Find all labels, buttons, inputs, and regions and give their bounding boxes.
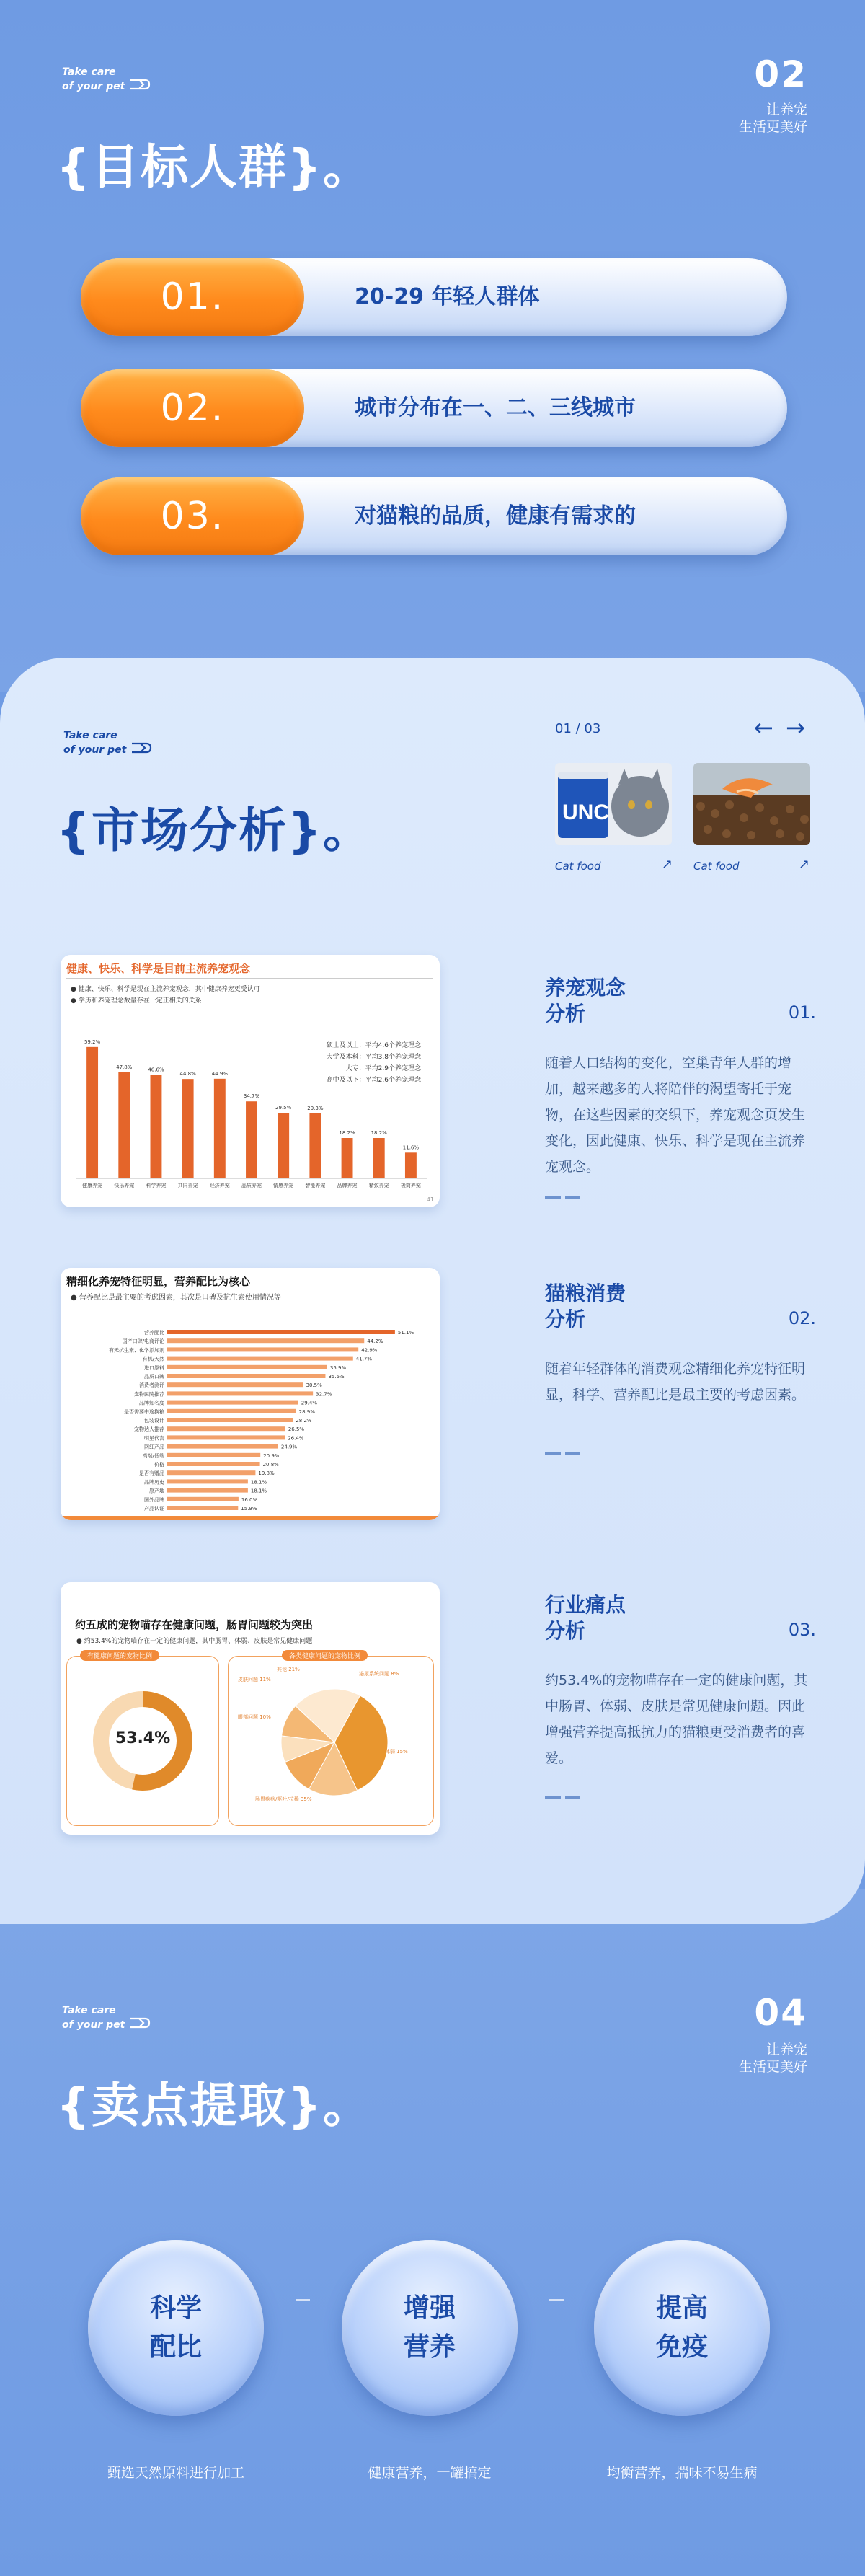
y-tick-label: 消费者测评 — [139, 1382, 164, 1389]
bar-value-label: 15.9% — [241, 1506, 257, 1512]
brand-line2-row — [63, 741, 152, 756]
selling-point-1 — [88, 2240, 264, 2416]
chart-card-health-issues — [61, 1582, 440, 1835]
slogan-line1: 让养宠 — [766, 2042, 807, 2057]
bar — [214, 1079, 226, 1178]
slogan-line2: 生活更美好 — [738, 2059, 807, 2075]
section-title-selling-points: {卖点提取}。 — [56, 2078, 372, 2133]
chart-card-pet-concepts — [61, 955, 440, 1207]
card-title: 健康、快乐、科学是目前主流养宠观念 — [66, 962, 251, 975]
point-line: 配比 — [149, 2332, 202, 2362]
section-title-target: {目标人群}。 — [56, 139, 372, 195]
y-tick-label: 是否需要中途换粮 — [124, 1408, 164, 1415]
item-number: 02. — [81, 369, 304, 447]
item-text: 20-29 年轻人群体 — [355, 284, 540, 309]
separator-dash — [549, 2299, 564, 2301]
pager-indicator: 01 / 03 — [555, 721, 601, 736]
y-tick-label: 有机/天然 — [142, 1356, 164, 1362]
point-caption-2: 健康营养，一罐搞定 — [368, 2465, 492, 2481]
bar-value-label: 44.8% — [179, 1071, 196, 1077]
bar-value-label: 34.7% — [243, 1093, 260, 1100]
bar-value-label: 44.2% — [367, 1338, 383, 1345]
pie-label: 其他 21% — [277, 1667, 300, 1672]
point-line: 增强 — [403, 2293, 456, 2323]
bar-value-label: 18.1% — [250, 1488, 267, 1494]
bar — [167, 1470, 255, 1475]
bar — [167, 1391, 313, 1395]
x-tick-label: 精致养宠 — [368, 1183, 389, 1188]
analysis-number-1: 01. — [788, 1002, 816, 1023]
analysis-body-3: 约53.4%的宠物喵存在一定的健康问题，其中肠胃、体弱、皮肤是常见健康问题。因此增强营养提高抵抗力的猫粮更受消费者的喜爱。 — [545, 1672, 808, 1766]
analysis-number-2: 02. — [788, 1308, 816, 1328]
pie-label: 眼部问题 10% — [238, 1714, 271, 1720]
bar-value-label: 18.2% — [339, 1130, 355, 1136]
thumb-cat-food-1[interactable] — [555, 763, 672, 845]
bar-value-label: 28.2% — [296, 1418, 312, 1424]
point-line: 免疫 — [655, 2332, 708, 2362]
can-label: UNC — [562, 800, 609, 824]
legend-line: 大学及本科：平均3.8个养宠理念 — [326, 1054, 421, 1061]
brand-line2: of your pet — [63, 744, 127, 756]
bar-value-label: 35.5% — [328, 1374, 345, 1380]
bar-chart-pet-concepts — [61, 955, 440, 1207]
bar-value-label: 44.9% — [211, 1070, 228, 1077]
item-number: 01. — [81, 258, 304, 336]
brand-line2-row — [62, 78, 151, 92]
separator-dash — [296, 2299, 310, 2301]
slogan-line2: 生活更美好 — [738, 119, 807, 135]
analysis-title-1 — [545, 975, 626, 1027]
bar-value-label: 51.1% — [397, 1330, 414, 1336]
x-tick-label: 品质养宠 — [241, 1183, 262, 1188]
brand-logo-2 — [63, 730, 152, 756]
bar — [167, 1330, 395, 1334]
y-tick-label: 有无抗生素、化学添加剂 — [109, 1347, 164, 1354]
note-text: 学历和养宠理念数量存在一定正相关的关系 — [78, 997, 202, 1005]
bar-value-label: 11.6% — [402, 1144, 420, 1151]
chart-card-purchase-factors — [61, 1268, 440, 1520]
paw-arrow-icon — [130, 741, 152, 754]
analysis-number-3: 03. — [788, 1620, 816, 1640]
y-tick-label: 包装设计 — [144, 1418, 164, 1424]
brand-logo-3 — [62, 2005, 151, 2031]
point-caption-1: 甄选天然原料进行加工 — [107, 2465, 244, 2481]
kibble-and-shrimp-image — [693, 763, 810, 845]
y-tick-label: 国外品牌 — [144, 1496, 164, 1503]
title-line: 分析 — [545, 1002, 586, 1025]
brand-line1: Take care — [63, 730, 117, 741]
x-tick-label: 智能养宠 — [305, 1183, 326, 1188]
y-tick-label: 明星代言 — [144, 1435, 164, 1442]
analysis-title-3 — [545, 1592, 626, 1644]
x-tick-label: 经济养宠 — [209, 1183, 230, 1188]
point-line: 提高 — [655, 2293, 708, 2323]
bar — [167, 1409, 296, 1413]
bar — [167, 1347, 358, 1351]
brand-line2: of your pet — [62, 81, 125, 92]
donut-center-label: 53.4% — [115, 1729, 171, 1747]
dash-decoration — [545, 1796, 580, 1799]
thumb-label-1: Cat food — [555, 860, 601, 873]
y-tick-label: 网红产品 — [144, 1444, 164, 1450]
point-text — [594, 2289, 770, 2367]
cat-and-can-image — [555, 763, 672, 845]
bar-value-label: 26.4% — [288, 1435, 304, 1442]
bar-value-label: 35.9% — [329, 1364, 347, 1371]
brand-line2: of your pet — [62, 2019, 125, 2031]
next-arrow-button[interactable]: → — [786, 714, 805, 741]
dash-decoration — [545, 1452, 580, 1455]
bar-value-label: 47.8% — [116, 1064, 133, 1070]
bar-value-label: 20.9% — [263, 1452, 280, 1459]
point-text — [342, 2289, 518, 2367]
analysis-body-2: 随着年轻群体的消费观念精细化养宠特征明显，科学、营养配比是最主要的考虑因素。 — [545, 1361, 806, 1403]
bar — [167, 1453, 260, 1457]
y-tick-label: 产品认证 — [144, 1506, 164, 1512]
brand-logo — [62, 66, 151, 92]
section-background-top — [0, 0, 865, 692]
box-label: 各类健康问题的宠物比例 — [282, 1650, 368, 1661]
title-line: 猫粮消费 — [545, 1282, 626, 1305]
bar — [151, 1075, 162, 1178]
point-line: 科学 — [149, 2293, 202, 2323]
title-line: 养宠观念 — [545, 976, 626, 1000]
bar — [342, 1138, 353, 1178]
y-tick-label: 原产地 — [149, 1488, 164, 1494]
bar — [167, 1462, 260, 1466]
bar — [167, 1497, 239, 1501]
note-text: 健康、快乐、科学是现在主流养宠观念，其中健康养宠更受认可 — [78, 986, 260, 993]
section-title-market: {市场分析}。 — [56, 803, 372, 858]
x-tick-label: 快乐养宠 — [114, 1183, 135, 1188]
bar — [86, 1047, 98, 1178]
note-text: 营养配比是最主要的考虑因素，其次是口碑及抗生素使用情况等 — [79, 1294, 281, 1302]
note-text: 约53.4%的宠物喵存在一定的健康问题，其中肠胃、体弱、皮肤是常见健康问题 — [84, 1638, 313, 1645]
y-tick-label: 营养配比 — [144, 1330, 164, 1336]
bar-value-label: 18.1% — [250, 1479, 267, 1486]
bar — [167, 1338, 364, 1343]
paw-arrow-icon — [129, 2016, 151, 2029]
card-title: 约五成的宠物喵存在健康问题，肠胃问题较为突出 — [75, 1618, 314, 1631]
point-line: 营养 — [403, 2332, 456, 2362]
y-tick-label: 高端/低端 — [142, 1452, 164, 1459]
target-item-1 — [81, 258, 787, 336]
pie-label: 体弱 15% — [385, 1749, 408, 1755]
y-tick-label: 进口原料 — [144, 1364, 164, 1371]
bar — [167, 1365, 327, 1369]
title-line: 分析 — [545, 1619, 586, 1643]
card-note: ● 营养配比是最主要的考虑因素，其次是口碑及抗生素使用情况等 — [71, 1294, 281, 1302]
pie-label: 皮肤问题 11% — [238, 1677, 271, 1682]
legend-line: 高中及以下：平均2.6个养宠理念 — [326, 1077, 421, 1084]
legend-line: 硕士及以上：平均4.6个养宠理念 — [326, 1042, 421, 1049]
card-bottom-bar — [61, 1516, 440, 1520]
dash-decoration — [545, 1196, 580, 1199]
external-link-icon[interactable]: ↗ — [799, 857, 810, 872]
bar — [278, 1113, 289, 1178]
item-number: 03. — [81, 477, 304, 555]
bar-value-label: 41.7% — [355, 1356, 373, 1362]
target-item-2 — [81, 369, 787, 447]
brand-line1: Take care — [62, 66, 116, 78]
x-tick-label: 情感养宠 — [273, 1183, 294, 1188]
bar-value-label: 42.9% — [361, 1347, 378, 1354]
bar — [373, 1138, 385, 1178]
card-title: 精细化养宠特征明显，营养配比为核心 — [66, 1275, 251, 1288]
item-text: 对猫粮的品质，健康有需求的 — [355, 503, 636, 529]
bar-value-label: 19.8% — [258, 1470, 275, 1477]
bar — [167, 1374, 325, 1378]
y-tick-label: 是否有赠品 — [139, 1470, 164, 1477]
bar-value-label: 46.6% — [148, 1067, 164, 1073]
bar — [167, 1426, 285, 1431]
bar — [167, 1382, 303, 1387]
bar-value-label: 29.3% — [307, 1105, 324, 1111]
legend-line: 大专：平均2.9个养宠理念 — [345, 1065, 421, 1072]
bar-value-label: 24.9% — [280, 1444, 298, 1450]
y-tick-label: 品牌历史 — [144, 1479, 164, 1486]
x-tick-label: 共同养宠 — [177, 1183, 198, 1188]
x-tick-label: 极简养宠 — [400, 1183, 421, 1188]
box-label: 有健康问题的宠物比例 — [80, 1650, 159, 1661]
bar — [167, 1418, 293, 1422]
bar-value-label: 59.2% — [84, 1038, 101, 1045]
section-number: 02 — [754, 53, 807, 95]
page-number: 41 — [426, 1196, 434, 1203]
section-slogan — [739, 101, 807, 136]
health-donut-and-pie — [61, 1582, 440, 1835]
hbar-chart-purchase-factors — [61, 1268, 440, 1520]
bar-value-label: 20.8% — [262, 1462, 279, 1468]
x-tick-label: 品牌养宠 — [337, 1183, 358, 1188]
bar — [167, 1401, 298, 1405]
selling-point-2 — [342, 2240, 518, 2416]
card-note-1: ● 健康、快乐、科学是现在主流养宠观念，其中健康养宠更受认可 — [71, 986, 260, 993]
point-caption-3: 均衡营养，揣味不易生病 — [606, 2465, 758, 2481]
slogan-line1: 让养宠 — [766, 102, 807, 118]
bar-value-label: 30.5% — [306, 1382, 322, 1389]
brand-line1: Take care — [62, 2005, 116, 2016]
bar — [167, 1488, 248, 1493]
bar — [167, 1435, 285, 1439]
target-item-3 — [81, 477, 787, 555]
bar — [309, 1113, 321, 1178]
paw-arrow-icon — [129, 78, 151, 91]
y-tick-label: 品牌知名度 — [139, 1400, 164, 1406]
card-note-2: ● 学历和养宠理念数量存在一定正相关的关系 — [71, 997, 202, 1005]
x-tick-label: 健康养宠 — [82, 1183, 103, 1188]
analysis-title-2 — [545, 1281, 626, 1333]
brand-line2-row — [62, 2016, 151, 2031]
thumb-cat-food-2[interactable] — [693, 763, 810, 845]
x-tick-label: 科学养宠 — [146, 1183, 167, 1188]
analysis-body-1: 随着人口结构的变化，空巢青年人群的增加，越来越多的人将陪伴的渴望寄托于宠物，在这些因素的交织下，养宠观念页发生变化，因此健康、快乐、科学是现在主流养宠观念。 — [545, 1055, 806, 1175]
selling-point-3 — [594, 2240, 770, 2416]
bar — [167, 1357, 353, 1361]
bar — [405, 1152, 417, 1178]
y-tick-label: 宠物达人推荐 — [134, 1426, 164, 1433]
y-tick-label: 价格 — [154, 1462, 164, 1468]
bar-value-label: 18.2% — [371, 1130, 387, 1136]
pie-label: 泌尿系统问题 8% — [359, 1671, 399, 1677]
bar — [118, 1072, 130, 1178]
card-note: ● 约53.4%的宠物喵存在一定的健康问题，其中肠胃、体弱、皮肤是常见健康问题 — [76, 1638, 313, 1645]
bar — [246, 1101, 257, 1178]
item-text: 城市分布在一、二、三线城市 — [355, 395, 636, 420]
bar-value-label: 26.5% — [288, 1426, 305, 1433]
bar-value-label: 16.0% — [241, 1496, 258, 1503]
bar — [167, 1444, 278, 1449]
point-text — [88, 2289, 264, 2367]
thumb-label-2: Cat food — [693, 860, 740, 873]
prev-arrow-button[interactable]: ← — [754, 714, 773, 741]
title-line: 分析 — [545, 1307, 586, 1331]
bar-value-label: 29.4% — [301, 1400, 317, 1406]
title-line: 行业痛点 — [545, 1593, 626, 1617]
y-tick-label: 国产口碑/电商评论 — [122, 1338, 164, 1345]
bar-value-label: 29.5% — [275, 1105, 292, 1111]
section-slogan — [739, 2041, 807, 2076]
bar-value-label: 32.7% — [316, 1391, 332, 1398]
pie-label: 肠胃疾病/呕吐/拉稀 35% — [255, 1796, 312, 1802]
bar-value-label: 28.9% — [298, 1408, 315, 1415]
bar — [167, 1479, 248, 1483]
y-tick-label: 宠物医院推荐 — [134, 1391, 164, 1398]
bar — [167, 1506, 238, 1510]
bar — [182, 1079, 194, 1178]
external-link-icon[interactable]: ↗ — [662, 857, 673, 872]
y-tick-label: 品质口碑 — [144, 1374, 164, 1380]
section-number: 04 — [754, 1992, 807, 2034]
